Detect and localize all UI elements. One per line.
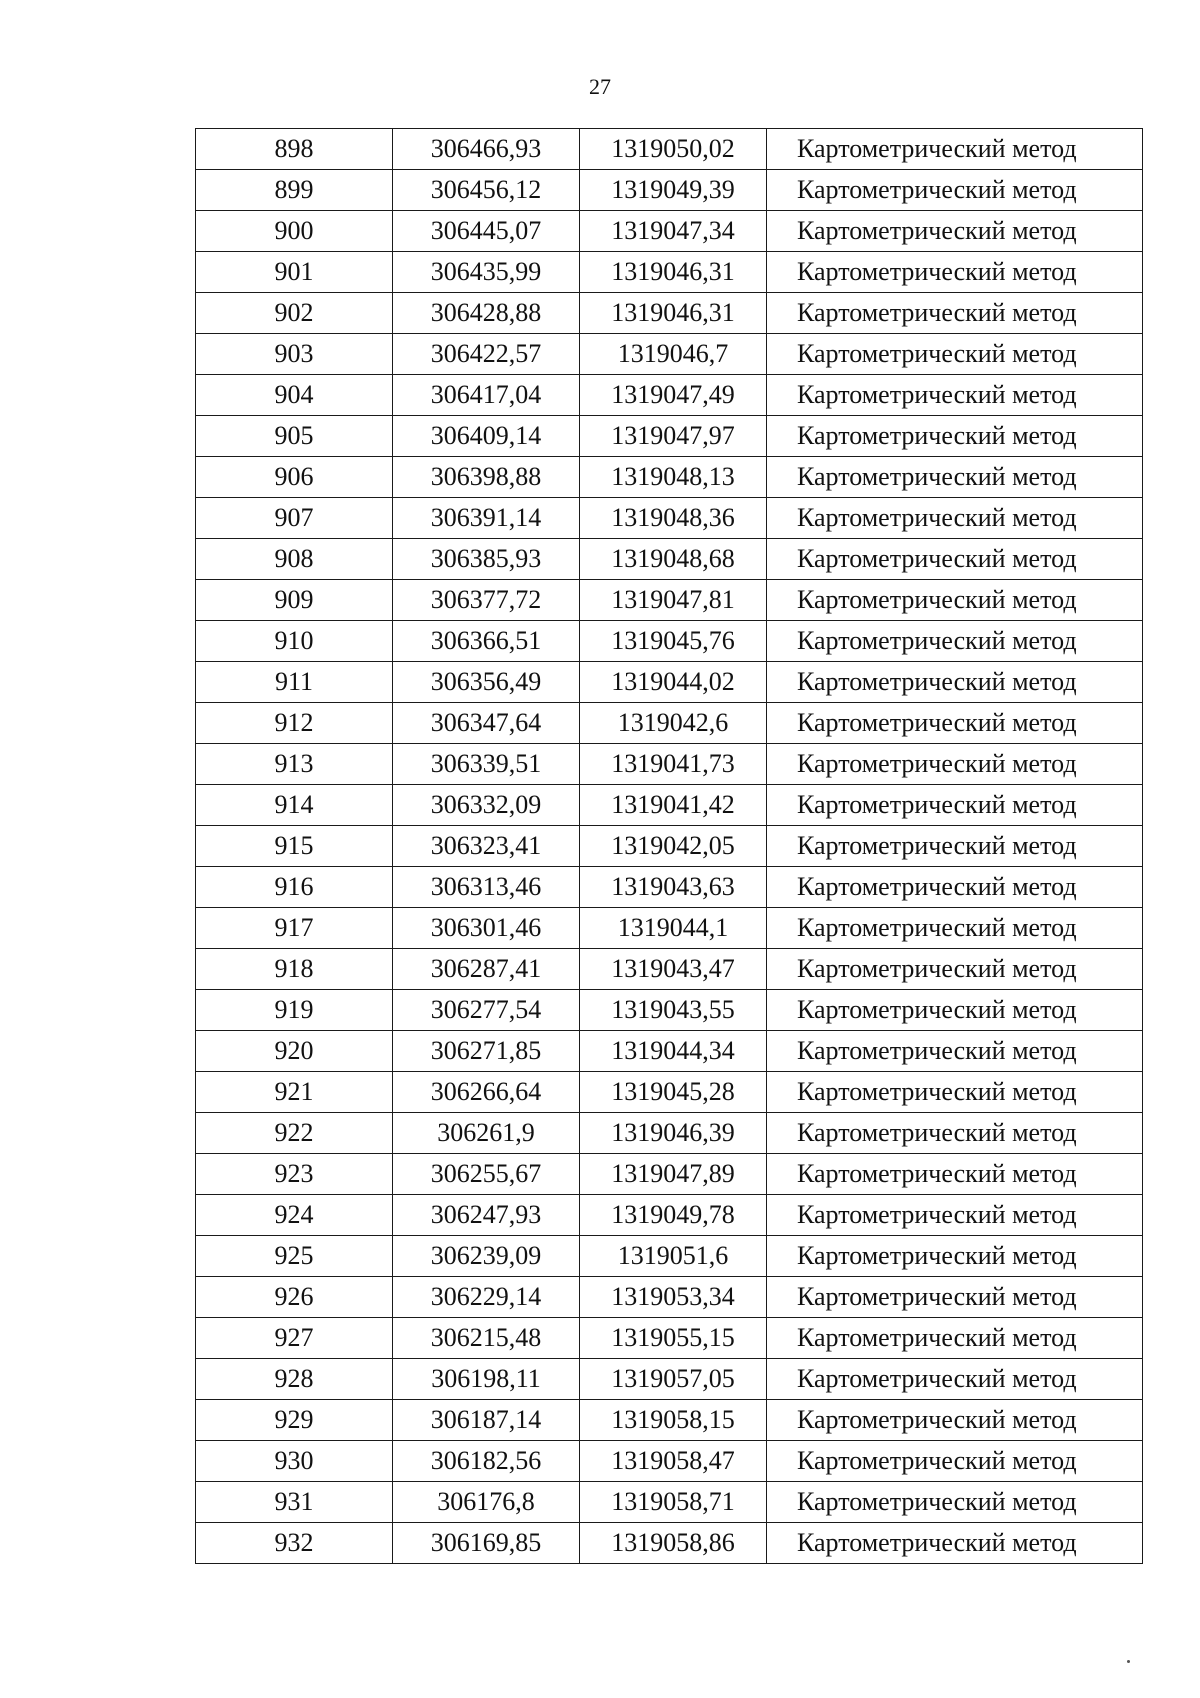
table-row (196, 211, 1143, 252)
y-coordinate-cell: 1319047,49 (580, 375, 767, 416)
x-coordinate-cell: 306377,72 (393, 580, 580, 621)
x-coordinate-cell: 306239,09 (393, 1236, 580, 1277)
method-cell: Картометрический метод (767, 1482, 1143, 1523)
method-cell: Картометрический метод (767, 375, 1143, 416)
y-coordinate-cell: 1319045,28 (580, 1072, 767, 1113)
point-number-cell: 929 (196, 1400, 393, 1441)
point-number-cell: 917 (196, 908, 393, 949)
point-number-cell: 919 (196, 990, 393, 1031)
method-cell: Картометрический метод (767, 293, 1143, 334)
point-number-cell: 922 (196, 1113, 393, 1154)
point-number-cell: 927 (196, 1318, 393, 1359)
point-number-cell: 915 (196, 826, 393, 867)
point-number-cell: 906 (196, 457, 393, 498)
method-cell: Картометрический метод (767, 1072, 1143, 1113)
table-row (196, 1359, 1143, 1400)
table-row (196, 1113, 1143, 1154)
point-number-cell: 930 (196, 1441, 393, 1482)
table-row (196, 1400, 1143, 1441)
y-coordinate-cell: 1319058,47 (580, 1441, 767, 1482)
method-cell: Картометрический метод (767, 949, 1143, 990)
method-cell: Картометрический метод (767, 703, 1143, 744)
x-coordinate-cell: 306428,88 (393, 293, 580, 334)
table-row (196, 1441, 1143, 1482)
x-coordinate-cell: 306287,41 (393, 949, 580, 990)
point-number-cell: 910 (196, 621, 393, 662)
y-coordinate-cell: 1319058,15 (580, 1400, 767, 1441)
point-number-cell: 931 (196, 1482, 393, 1523)
point-number-cell: 918 (196, 949, 393, 990)
point-number-cell: 916 (196, 867, 393, 908)
table-row (196, 129, 1143, 170)
table-row (196, 1154, 1143, 1195)
method-cell: Картометрический метод (767, 908, 1143, 949)
table-row (196, 498, 1143, 539)
y-coordinate-cell: 1319041,42 (580, 785, 767, 826)
method-cell: Картометрический метод (767, 1441, 1143, 1482)
point-number-cell: 900 (196, 211, 393, 252)
y-coordinate-cell: 1319043,63 (580, 867, 767, 908)
table-row (196, 908, 1143, 949)
table-row (196, 785, 1143, 826)
method-cell: Картометрический метод (767, 129, 1143, 170)
table-row (196, 375, 1143, 416)
x-coordinate-cell: 306215,48 (393, 1318, 580, 1359)
y-coordinate-cell: 1319042,05 (580, 826, 767, 867)
table-row (196, 580, 1143, 621)
x-coordinate-cell: 306391,14 (393, 498, 580, 539)
y-coordinate-cell: 1319047,34 (580, 211, 767, 252)
x-coordinate-cell: 306247,93 (393, 1195, 580, 1236)
table-row (196, 252, 1143, 293)
method-cell: Картометрический метод (767, 1359, 1143, 1400)
table-row (196, 334, 1143, 375)
y-coordinate-cell: 1319058,71 (580, 1482, 767, 1523)
y-coordinate-cell: 1319047,89 (580, 1154, 767, 1195)
point-number-cell: 926 (196, 1277, 393, 1318)
x-coordinate-cell: 306339,51 (393, 744, 580, 785)
y-coordinate-cell: 1319057,05 (580, 1359, 767, 1400)
y-coordinate-cell: 1319047,81 (580, 580, 767, 621)
method-cell: Картометрический метод (767, 662, 1143, 703)
point-number-cell: 925 (196, 1236, 393, 1277)
method-cell: Картометрический метод (767, 1195, 1143, 1236)
y-coordinate-cell: 1319046,7 (580, 334, 767, 375)
method-cell: Картометрический метод (767, 1154, 1143, 1195)
x-coordinate-cell: 306261,9 (393, 1113, 580, 1154)
x-coordinate-cell: 306169,85 (393, 1523, 580, 1564)
x-coordinate-cell: 306422,57 (393, 334, 580, 375)
y-coordinate-cell: 1319043,55 (580, 990, 767, 1031)
method-cell: Картометрический метод (767, 1523, 1143, 1564)
y-coordinate-cell: 1319042,6 (580, 703, 767, 744)
method-cell: Картометрический метод (767, 1236, 1143, 1277)
method-cell: Картометрический метод (767, 826, 1143, 867)
table-row (196, 621, 1143, 662)
x-coordinate-cell: 306313,46 (393, 867, 580, 908)
coordinates-table-body (196, 129, 1143, 1564)
y-coordinate-cell: 1319048,36 (580, 498, 767, 539)
point-number-cell: 907 (196, 498, 393, 539)
point-number-cell: 921 (196, 1072, 393, 1113)
point-number-cell: 924 (196, 1195, 393, 1236)
method-cell: Картометрический метод (767, 252, 1143, 293)
table-row (196, 1195, 1143, 1236)
x-coordinate-cell: 306435,99 (393, 252, 580, 293)
point-number-cell: 901 (196, 252, 393, 293)
point-number-cell: 909 (196, 580, 393, 621)
x-coordinate-cell: 306277,54 (393, 990, 580, 1031)
table-row (196, 1318, 1143, 1359)
table-row (196, 1031, 1143, 1072)
x-coordinate-cell: 306385,93 (393, 539, 580, 580)
x-coordinate-cell: 306182,56 (393, 1441, 580, 1482)
x-coordinate-cell: 306198,11 (393, 1359, 580, 1400)
y-coordinate-cell: 1319043,47 (580, 949, 767, 990)
method-cell: Картометрический метод (767, 1031, 1143, 1072)
table-row (196, 744, 1143, 785)
method-cell: Картометрический метод (767, 170, 1143, 211)
table-row (196, 1072, 1143, 1113)
table-row (196, 293, 1143, 334)
table-row (196, 170, 1143, 211)
method-cell: Картометрический метод (767, 1113, 1143, 1154)
x-coordinate-cell: 306347,64 (393, 703, 580, 744)
point-number-cell: 902 (196, 293, 393, 334)
y-coordinate-cell: 1319049,78 (580, 1195, 767, 1236)
method-cell: Картометрический метод (767, 785, 1143, 826)
y-coordinate-cell: 1319045,76 (580, 621, 767, 662)
point-number-cell: 920 (196, 1031, 393, 1072)
y-coordinate-cell: 1319049,39 (580, 170, 767, 211)
method-cell: Картометрический метод (767, 867, 1143, 908)
point-number-cell: 914 (196, 785, 393, 826)
method-cell: Картометрический метод (767, 334, 1143, 375)
y-coordinate-cell: 1319046,31 (580, 252, 767, 293)
y-coordinate-cell: 1319044,34 (580, 1031, 767, 1072)
method-cell: Картометрический метод (767, 1400, 1143, 1441)
x-coordinate-cell: 306301,46 (393, 908, 580, 949)
method-cell: Картометрический метод (767, 457, 1143, 498)
point-number-cell: 932 (196, 1523, 393, 1564)
table-row (196, 703, 1143, 744)
x-coordinate-cell: 306398,88 (393, 457, 580, 498)
y-coordinate-cell: 1319053,34 (580, 1277, 767, 1318)
table-row (196, 416, 1143, 457)
x-coordinate-cell: 306255,67 (393, 1154, 580, 1195)
x-coordinate-cell: 306456,12 (393, 170, 580, 211)
x-coordinate-cell: 306466,93 (393, 129, 580, 170)
table-row (196, 539, 1143, 580)
y-coordinate-cell: 1319050,02 (580, 129, 767, 170)
method-cell: Картометрический метод (767, 1277, 1143, 1318)
method-cell: Картометрический метод (767, 1318, 1143, 1359)
table-row (196, 457, 1143, 498)
point-number-cell: 903 (196, 334, 393, 375)
method-cell: Картометрический метод (767, 539, 1143, 580)
y-coordinate-cell: 1319058,86 (580, 1523, 767, 1564)
x-coordinate-cell: 306332,09 (393, 785, 580, 826)
y-coordinate-cell: 1319051,6 (580, 1236, 767, 1277)
table-row (196, 990, 1143, 1031)
point-number-cell: 905 (196, 416, 393, 457)
point-number-cell: 904 (196, 375, 393, 416)
y-coordinate-cell: 1319044,02 (580, 662, 767, 703)
method-cell: Картометрический метод (767, 621, 1143, 662)
table-row (196, 1482, 1143, 1523)
method-cell: Картометрический метод (767, 498, 1143, 539)
y-coordinate-cell: 1319048,68 (580, 539, 767, 580)
method-cell: Картометрический метод (767, 416, 1143, 457)
y-coordinate-cell: 1319046,31 (580, 293, 767, 334)
y-coordinate-cell: 1319048,13 (580, 457, 767, 498)
point-number-cell: 898 (196, 129, 393, 170)
x-coordinate-cell: 306417,04 (393, 375, 580, 416)
method-cell: Картометрический метод (767, 580, 1143, 621)
x-coordinate-cell: 306356,49 (393, 662, 580, 703)
table-row (196, 1277, 1143, 1318)
point-number-cell: 911 (196, 662, 393, 703)
y-coordinate-cell: 1319041,73 (580, 744, 767, 785)
x-coordinate-cell: 306445,07 (393, 211, 580, 252)
point-number-cell: 912 (196, 703, 393, 744)
point-number-cell: 908 (196, 539, 393, 580)
x-coordinate-cell: 306271,85 (393, 1031, 580, 1072)
y-coordinate-cell: 1319044,1 (580, 908, 767, 949)
y-coordinate-cell: 1319046,39 (580, 1113, 767, 1154)
method-cell: Картометрический метод (767, 990, 1143, 1031)
point-number-cell: 923 (196, 1154, 393, 1195)
point-number-cell: 913 (196, 744, 393, 785)
table-row (196, 1523, 1143, 1564)
method-cell: Картометрический метод (767, 211, 1143, 252)
table-row (196, 826, 1143, 867)
table-row (196, 949, 1143, 990)
page-number: 27 (589, 74, 611, 99)
table-row (196, 662, 1143, 703)
method-cell: Картометрический метод (767, 744, 1143, 785)
scan-speck (1127, 1660, 1130, 1663)
x-coordinate-cell: 306323,41 (393, 826, 580, 867)
x-coordinate-cell: 306187,14 (393, 1400, 580, 1441)
point-number-cell: 928 (196, 1359, 393, 1400)
y-coordinate-cell: 1319055,15 (580, 1318, 767, 1359)
x-coordinate-cell: 306229,14 (393, 1277, 580, 1318)
x-coordinate-cell: 306176,8 (393, 1482, 580, 1523)
table-row (196, 867, 1143, 908)
y-coordinate-cell: 1319047,97 (580, 416, 767, 457)
x-coordinate-cell: 306409,14 (393, 416, 580, 457)
coordinates-table (195, 128, 1143, 1564)
x-coordinate-cell: 306266,64 (393, 1072, 580, 1113)
point-number-cell: 899 (196, 170, 393, 211)
table-row (196, 1236, 1143, 1277)
x-coordinate-cell: 306366,51 (393, 621, 580, 662)
